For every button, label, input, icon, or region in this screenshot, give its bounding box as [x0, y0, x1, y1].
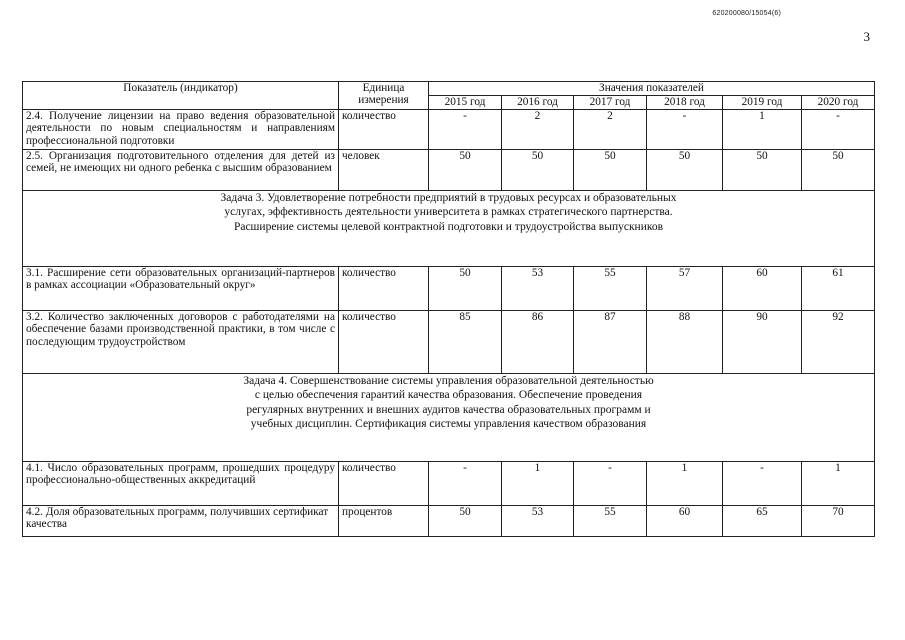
table-row [23, 267, 875, 311]
value-cell: 85 [429, 311, 502, 374]
column-header-year: 2016 год [502, 96, 574, 110]
table-row [23, 462, 875, 506]
column-header-year: 2019 год [723, 96, 802, 110]
unit-cell: количество [339, 311, 429, 374]
value-cell: 2 [502, 110, 574, 150]
value-cell: - [802, 110, 875, 150]
value-cell: 50 [802, 150, 875, 191]
indicator-cell: 3.2. Количество заключенных договоров с работодателями на обеспечение базами производственной практики, в том числе с последующим трудоустройством [23, 311, 339, 374]
indicator-cell: 4.2. Доля образовательных программ, получивших сертификат качества [23, 506, 339, 537]
column-header-year: 2015 год [429, 96, 502, 110]
column-header-indicator: Показатель (индикатор) [23, 82, 339, 110]
page-number: 3 [863, 29, 870, 44]
column-header-values: Значения показателей [429, 82, 875, 96]
indicator-cell: 2.5. Организация подготовительного отделения для детей из семей, не имеющих ни одного ребенка с высшим образованием [23, 150, 339, 191]
column-header-year: 2020 год [802, 96, 875, 110]
value-cell: 1 [802, 462, 875, 506]
value-cell: 50 [429, 150, 502, 191]
value-cell: 65 [723, 506, 802, 537]
task-row [23, 191, 875, 267]
document-code: 620200080/15054(6) [712, 10, 781, 17]
value-cell: 60 [723, 267, 802, 311]
value-cell: 60 [647, 506, 723, 537]
task-row [23, 374, 875, 462]
indicators-table [22, 81, 875, 537]
task-heading-line: услугах, эффективность деятельности университета в рамках стратегического партнерства. [224, 206, 673, 219]
column-header-unit: Единица измерения [339, 82, 429, 110]
value-cell: 53 [502, 267, 574, 311]
task-heading-line: Расширение системы целевой контрактной подготовки и трудоустройства выпускников [233, 220, 664, 233]
table-row [23, 311, 875, 374]
task-heading-line: с целью обеспечения гарантий качества образования. Обеспечение проведения [254, 389, 643, 402]
unit-cell: количество [339, 267, 429, 311]
value-cell: 55 [574, 506, 647, 537]
task-heading-line: учебных дисциплин. Сертификация системы управления качеством образования [250, 418, 647, 431]
column-header-year: 2018 год [647, 96, 723, 110]
value-cell: 1 [502, 462, 574, 506]
value-cell: 53 [502, 506, 574, 537]
value-cell: 50 [723, 150, 802, 191]
value-cell: 87 [574, 311, 647, 374]
value-cell: 57 [647, 267, 723, 311]
task-heading [23, 374, 875, 462]
value-cell: - [647, 110, 723, 150]
header-row [23, 82, 875, 96]
column-header-year: 2017 год [574, 96, 647, 110]
value-cell: 1 [723, 110, 802, 150]
task-heading-line: регулярных внутренних и внешних аудитов качества образовательных программ и [246, 403, 651, 416]
indicator-cell: 4.1. Число образовательных программ, прошедших процедуру профессионально-общественных аккредитаций [23, 462, 339, 506]
table-row [23, 110, 875, 150]
value-cell: - [574, 462, 647, 506]
value-cell: 50 [429, 506, 502, 537]
value-cell: 50 [647, 150, 723, 191]
table-row [23, 150, 875, 191]
value-cell: 1 [647, 462, 723, 506]
task-heading-line: Задача 3. Удовлетворение потребности предприятий в трудовых ресурсах и образовательных [220, 192, 677, 204]
value-cell: - [429, 110, 502, 150]
value-cell: 50 [574, 150, 647, 191]
indicator-cell: 2.4. Получение лицензии на право ведения образовательной деятельности по новым специальностям и направлениям профессиональной подготовки [23, 110, 339, 150]
value-cell: - [429, 462, 502, 506]
value-cell: 70 [802, 506, 875, 537]
unit-cell: процентов [339, 506, 429, 537]
value-cell: - [723, 462, 802, 506]
value-cell: 2 [574, 110, 647, 150]
task-heading-line: Задача 4. Совершенствование системы управления образовательной деятельностью [243, 375, 654, 387]
indicator-cell: 3.1. Расширение сети образовательных организаций-партнеров в рамках ассоциации «Образовательный округ» [23, 267, 339, 311]
value-cell: 55 [574, 267, 647, 311]
value-cell: 90 [723, 311, 802, 374]
unit-cell: количество [339, 110, 429, 150]
table-row [23, 506, 875, 537]
value-cell: 86 [502, 311, 574, 374]
task-heading [23, 191, 875, 267]
value-cell: 88 [647, 311, 723, 374]
value-cell: 61 [802, 267, 875, 311]
unit-cell: количество [339, 462, 429, 506]
value-cell: 50 [502, 150, 574, 191]
value-cell: 50 [429, 267, 502, 311]
value-cell: 92 [802, 311, 875, 374]
unit-cell: человек [339, 150, 429, 191]
